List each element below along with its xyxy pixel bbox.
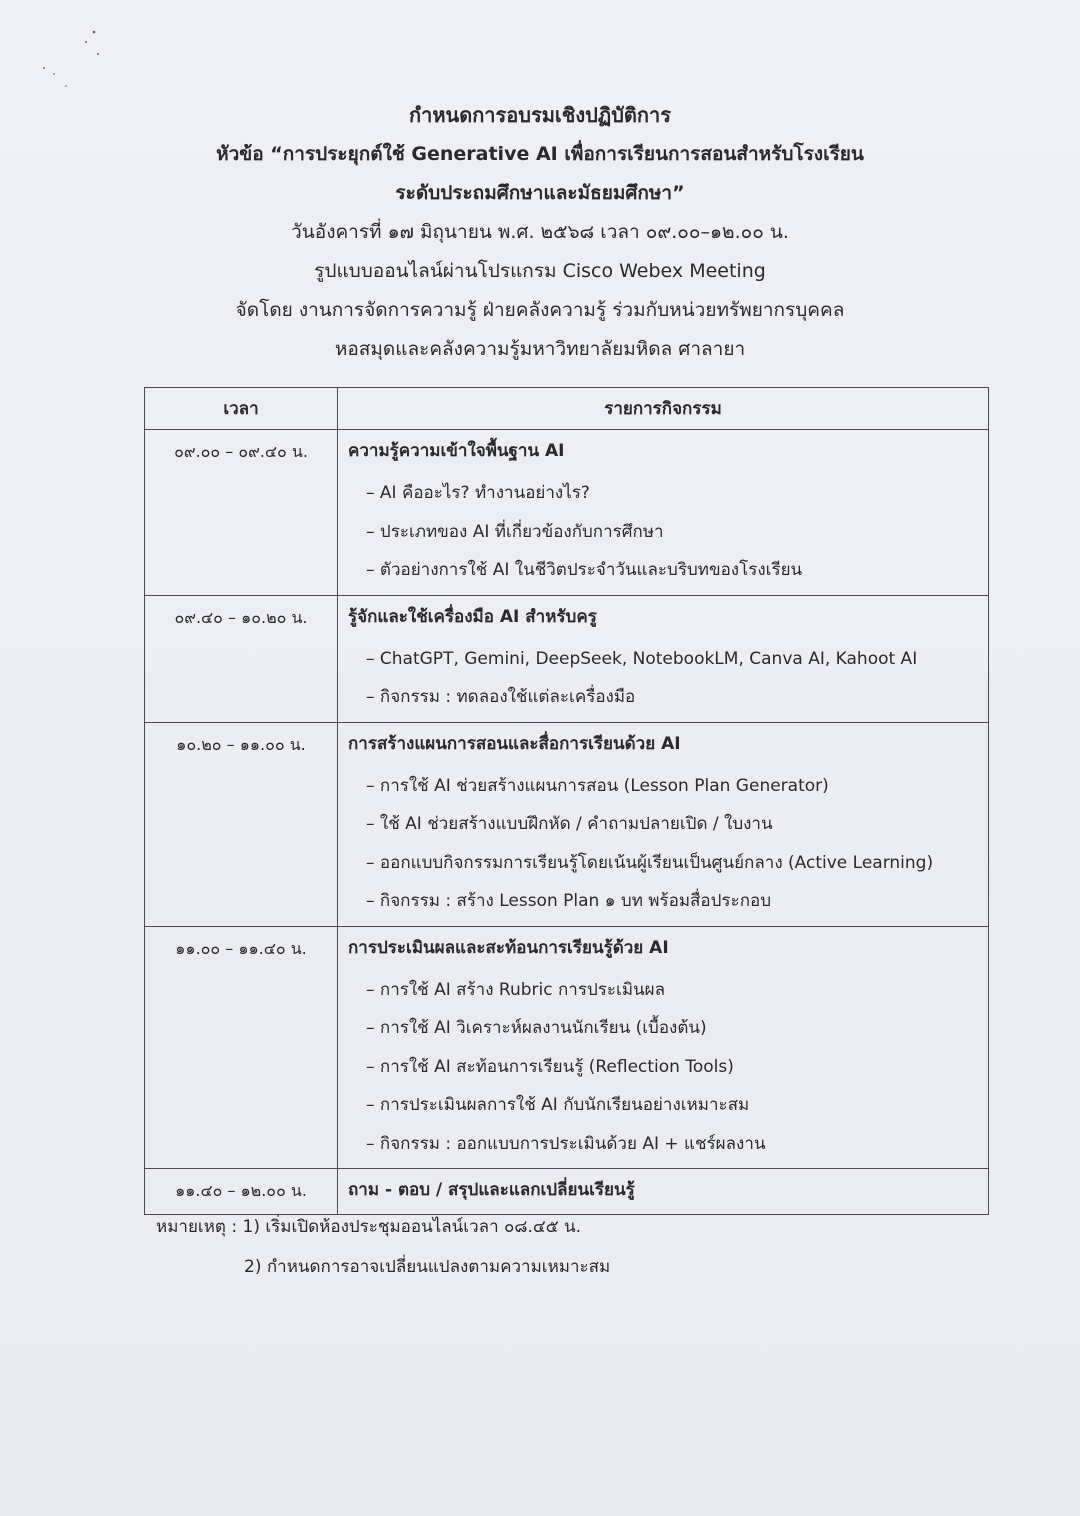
notes-section xyxy=(156,1209,610,1289)
document-header xyxy=(0,96,1080,369)
note-row-2 xyxy=(156,1249,610,1289)
time-cell: ๑๑.๔๐ – ๑๒.๐๐ น. xyxy=(145,1169,338,1215)
paper-specks xyxy=(30,20,120,100)
activity-item: – การประเมินผลการใช้ AI กับนักเรียนอย่างเหมาะสม xyxy=(366,1095,750,1115)
activity-item: – กิจกรรม : ทดลองใช้แต่ละเครื่องมือ xyxy=(366,687,636,707)
activity-title: การสร้างแผนการสอนและสื่อการเรียนด้วย AI xyxy=(348,733,681,754)
activity-cell xyxy=(338,1169,989,1215)
schedule-table xyxy=(144,387,989,1215)
notes-label: หมายเหตุ : xyxy=(156,1217,238,1237)
activity-item: – ตัวอย่างการใช้ AI ในชีวิตประจำวันและบริบทของโรงเรียน xyxy=(366,560,803,580)
document-title: กำหนดการอบรมเชิงปฏิบัติการ xyxy=(409,103,671,127)
note-row-1 xyxy=(156,1209,610,1249)
activity-item: – กิจกรรม : ออกแบบการประเมินด้วย AI + แชร์ผลงาน xyxy=(366,1133,766,1154)
activity-cell xyxy=(338,595,989,722)
table-row xyxy=(145,722,989,926)
time-cell: ๑๐.๒๐ – ๑๑.๐๐ น. xyxy=(145,722,338,926)
activity-item: – ประเภทของ AI ที่เกี่ยวข้องกับการศึกษา xyxy=(366,521,664,542)
topic-line-1: หัวข้อ “การประยุกต์ใช้ Generative AI เพื่อการเรียนการสอนสำหรับโรงเรียน xyxy=(216,143,864,165)
time-cell: ๑๑.๐๐ – ๑๑.๔๐ น. xyxy=(145,926,338,1169)
activity-item: – ใช้ AI ช่วยสร้างแบบฝึกหัด / คำถามปลายเปิด / ใบงาน xyxy=(366,814,773,834)
note-2: 2) กำหนดการอาจเปลี่ยนแปลงตามความเหมาะสม xyxy=(244,1257,611,1277)
time-cell: ๐๙.๐๐ – ๐๙.๔๐ น. xyxy=(145,430,338,596)
table-row xyxy=(145,926,989,1169)
activity-title: ถาม - ตอบ / สรุปและแลกเปลี่ยนเรียนรู้ xyxy=(348,1180,635,1200)
activity-item: – การใช้ AI สะท้อนการเรียนรู้ (Reflection Tools) xyxy=(366,1056,734,1077)
activity-item: – การใช้ AI วิเคราะห์ผลงานนักเรียน (เบื้องต้น) xyxy=(366,1018,707,1038)
note-1: 1) เริ่มเปิดห้องประชุมออนไลน์เวลา ๐๘.๔๕ น. xyxy=(242,1217,582,1237)
time-cell: ๐๙.๔๐ – ๑๐.๒๐ น. xyxy=(145,595,338,722)
organizer-line-1: จัดโดย งานการจัดการความรู้ ฝ่ายคลังความรู้ ร่วมกับหน่วยทรัพยากรบุคคล xyxy=(235,299,845,321)
activity-item: – กิจกรรม : สร้าง Lesson Plan ๑ บท พร้อมสื่อประกอบ xyxy=(366,891,771,911)
time-column-header: เวลา xyxy=(145,388,338,430)
table-row xyxy=(145,430,989,596)
activity-title: รู้จักและใช้เครื่องมือ AI สำหรับครู xyxy=(348,606,597,627)
organizer-line-2: หอสมุดและคลังความรู้มหาวิทยาลัยมหิดล ศาลายา xyxy=(334,338,746,360)
activity-item: – ออกแบบกิจกรรมการเรียนรู้โดยเน้นผู้เรียนเป็นศูนย์กลาง (Active Learning) xyxy=(366,852,934,873)
format-line: รูปแบบออนไลน์ผ่านโปรแกรม Cisco Webex Meeting xyxy=(314,260,766,282)
schedule-body xyxy=(145,430,989,1215)
activity-item: – การใช้ AI สร้าง Rubric การประเมินผล xyxy=(366,979,666,1000)
date-line: วันอังคารที่ ๑๗ มิถุนายน พ.ศ. ๒๕๖๘ เวลา ๐๙.๐๐–๑๒.๐๐ น. xyxy=(291,221,789,243)
activity-column-header: รายการกิจกรรม xyxy=(338,388,989,430)
activity-cell xyxy=(338,926,989,1169)
activity-cell xyxy=(338,430,989,596)
topic-line-2: ระดับประถมศึกษาและมัธยมศึกษา” xyxy=(395,182,685,204)
table-row xyxy=(145,1169,989,1215)
activity-cell xyxy=(338,722,989,926)
activity-title: ความรู้ความเข้าใจพื้นฐาน AI xyxy=(348,441,565,461)
table-row xyxy=(145,595,989,722)
activity-item: – ChatGPT, Gemini, DeepSeek, NotebookLM, Canva AI, Kahoot AI xyxy=(366,648,918,669)
table-header-row xyxy=(145,388,989,430)
activity-title: การประเมินผลและสะท้อนการเรียนรู้ด้วย AI xyxy=(348,937,669,958)
activity-item: – AI คืออะไร? ทำงานอย่างไร? xyxy=(366,483,590,503)
activity-item: – การใช้ AI ช่วยสร้างแผนการสอน (Lesson Plan Generator) xyxy=(366,775,829,796)
